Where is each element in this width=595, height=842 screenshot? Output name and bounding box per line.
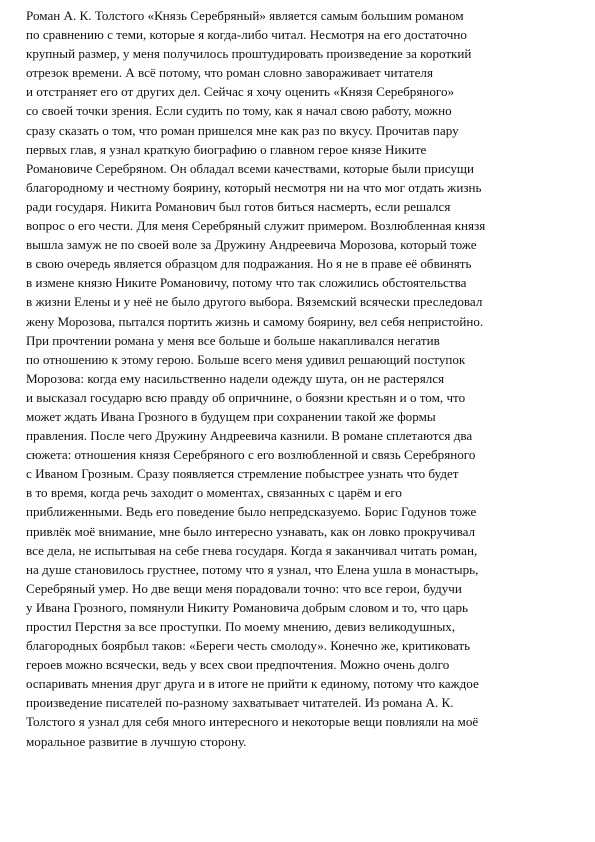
text-line: первых глав, я узнал краткую биографию о главном герое князе Никите [26,141,427,157]
text-line: сюжета: отношения князя Серебряного с его возлюбленной и связь Серебряного [26,447,476,463]
text-line: простил Перстня за все проступки. По моему мнению, девиз великодушных, [26,619,456,634]
text-line: Романовиче Серебряном. Он обладал всеми качествами, которые были присущи [26,160,474,176]
text-line: отрезок времени. А всё потому, что роман словно завораживает читателя [26,65,433,81]
text-line: оспаривать мнения друг друга и в итоге не прийти к единому, потому что каждое [26,676,479,692]
text-line: Толстого я узнал для себя много интересного и некоторые вещи повлияли на моё [26,714,479,730]
text-line: благородному и честному боярину, который несмотря ни на что мог отдать жизнь [26,179,482,195]
text-line: в то время, когда речь заходит о моментах, связанных с царём и его [26,485,402,501]
text-line: по сравнению с теми, которые я когда-либо читал. Несмотря на его достаточно [26,27,467,43]
text-line: героев можно всячески, ведь у всех свои предпочтения. Можно очень долго [26,657,450,673]
text-line: Роман А. К. Толстого «Князь Серебряный» является самым большим романом [26,8,464,23]
text-line: по отношению к этому герою. Больше всего меня удивил решающий поступок [26,351,466,367]
text-line: При прочтении романа у меня все больше и больше накапливался негатив [26,332,440,348]
text-line: благородных боярбыл таков: «Береги честь смолоду». Конечно же, критиковать [26,638,471,654]
essay-text [26,6,571,751]
text-line: все дела, не испытывая на себе гнева государя. Когда я заканчивал читать роман, [26,542,478,558]
text-line: с Иваном Грозным. Сразу появляется стремление побыстрее узнать что будет [26,466,459,482]
text-line: приближенными. Ведь его поведение было непредсказуемо. Борис Годунов тоже [26,504,477,520]
text-line: со своей точки зрения. Если судить по тому, как я начал свою работу, можно [26,103,452,119]
text-line: и высказал государю всю правду об опричнине, о боязни крестьян и о том, что [26,389,466,405]
text-line: сразу сказать о том, что роман пришелся мне как раз по вкусу. Прочитав пару [26,122,459,138]
text-line: моральное развитие в лучшую сторону. [26,733,247,749]
text-line: может ждать Ивана Грозного в будущем при сохранении такой же формы [26,408,436,424]
text-line: в жизни Елены и у неё не было другого выбора. Вяземский всячески преследовал [26,294,483,310]
text-line: в измене князю Никите Романовичу, потому что так сложились обстоятельства [26,275,467,291]
text-line: ради государя. Никита Романович был готов биться насмерть, если решался [26,198,451,214]
text-line: привлёк моё внимание, мне было интересно узнавать, как он ловко прокручивал [26,523,476,539]
text-line: правления. После чего Дружину Андреевича казнили. В романе сплетаются два [26,428,473,444]
text-line: произведение писателей по-разному захватывает читателей. Из романа А. К. [26,695,454,711]
text-line: Серебряный умер. Но две вещи меня порадовали точно: что все герои, будучи [26,580,462,596]
text-line: и отстраняет его от других дел. Сейчас я хочу оценить «Князя Серебряного» [26,84,455,100]
text-line: Морозова: когда ему насильственно надели одежду шута, он не растерялся [26,370,445,386]
text-line: в свою очередь является образцом для подражания. Но я не в праве её обвинять [26,256,472,272]
text-line: вышла замуж не по своей воле за Дружину Андреевича Морозова, который тоже [26,237,477,253]
text-line: у Ивана Грозного, помянули Никиту Романовича добрым словом и то, что царь [26,599,469,615]
text-line: жену Морозова, пытался портить жизнь и самому боярину, вел себя непристойно. [26,313,484,329]
text-line: крупный размер, у меня получилось проштудировать произведение за короткий [26,46,472,62]
text-line: вопрос о его чести. Для меня Серебряный служит примером. Возлюбленная князя [26,218,486,234]
text-line: на душе становилось грустнее, потому что я узнал, что Елена ушла в монастырь, [26,561,479,577]
